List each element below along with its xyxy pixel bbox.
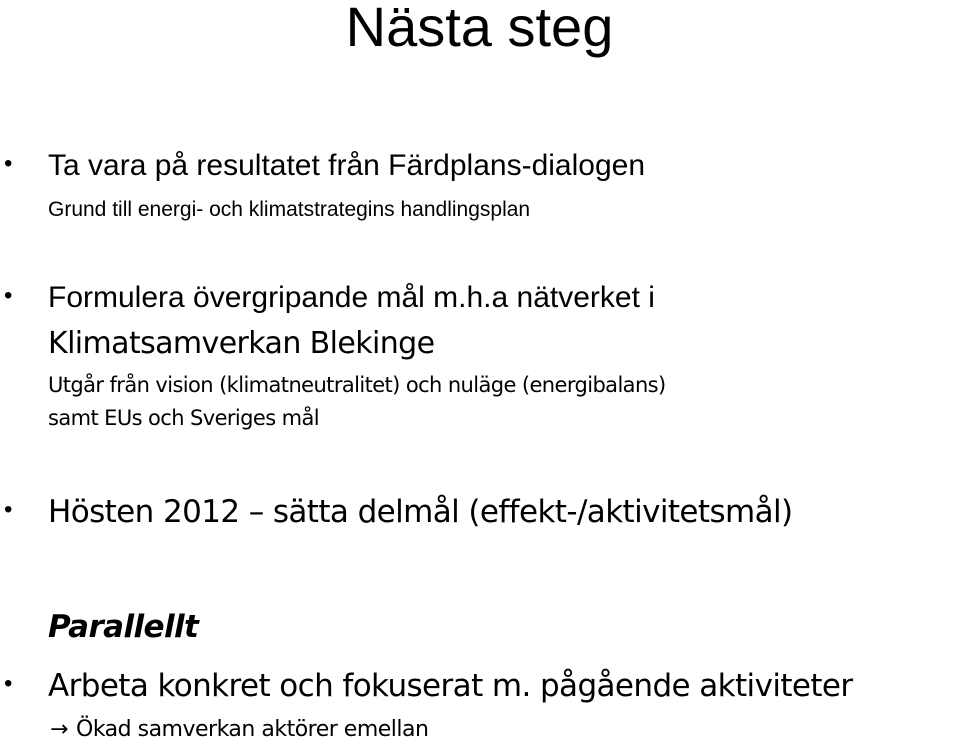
item3-heading: Hösten 2012 – sätta delmål (effekt-/aktivitetsmål) <box>48 494 793 530</box>
arrow-right-icon: → <box>50 717 68 742</box>
item4-heading: Arbeta konkret och fokuserat m. pågående aktiviteter <box>48 668 853 704</box>
item2-heading-line1: Formulera övergripande mål m.h.a nätverket i <box>48 281 655 314</box>
item4-sub <box>50 716 428 744</box>
bullet-icon: • <box>4 282 13 309</box>
item1-heading: Ta vara på resultatet från Färdplans-dialogen <box>48 149 646 182</box>
bullet-icon: • <box>4 670 13 697</box>
bullet-icon: • <box>4 496 13 523</box>
bullet-icon: • <box>4 150 13 177</box>
item1-sub: Grund till energi- och klimatstrategins handlingsplan <box>48 198 531 221</box>
parallel-label: Parallellt <box>48 609 199 645</box>
item2-sub-line2: samt EUs och Sveriges mål <box>48 406 319 430</box>
item2-heading-line2: Klimatsamverkan Blekinge <box>48 326 435 361</box>
slide-title: Nästa steg <box>345 0 614 58</box>
item4-sub-text: Ökad samverkan aktörer emellan <box>76 717 429 742</box>
item2-sub-line1: Utgår från vision (klimatneutralitet) och nuläge (energibalans) <box>48 373 666 397</box>
